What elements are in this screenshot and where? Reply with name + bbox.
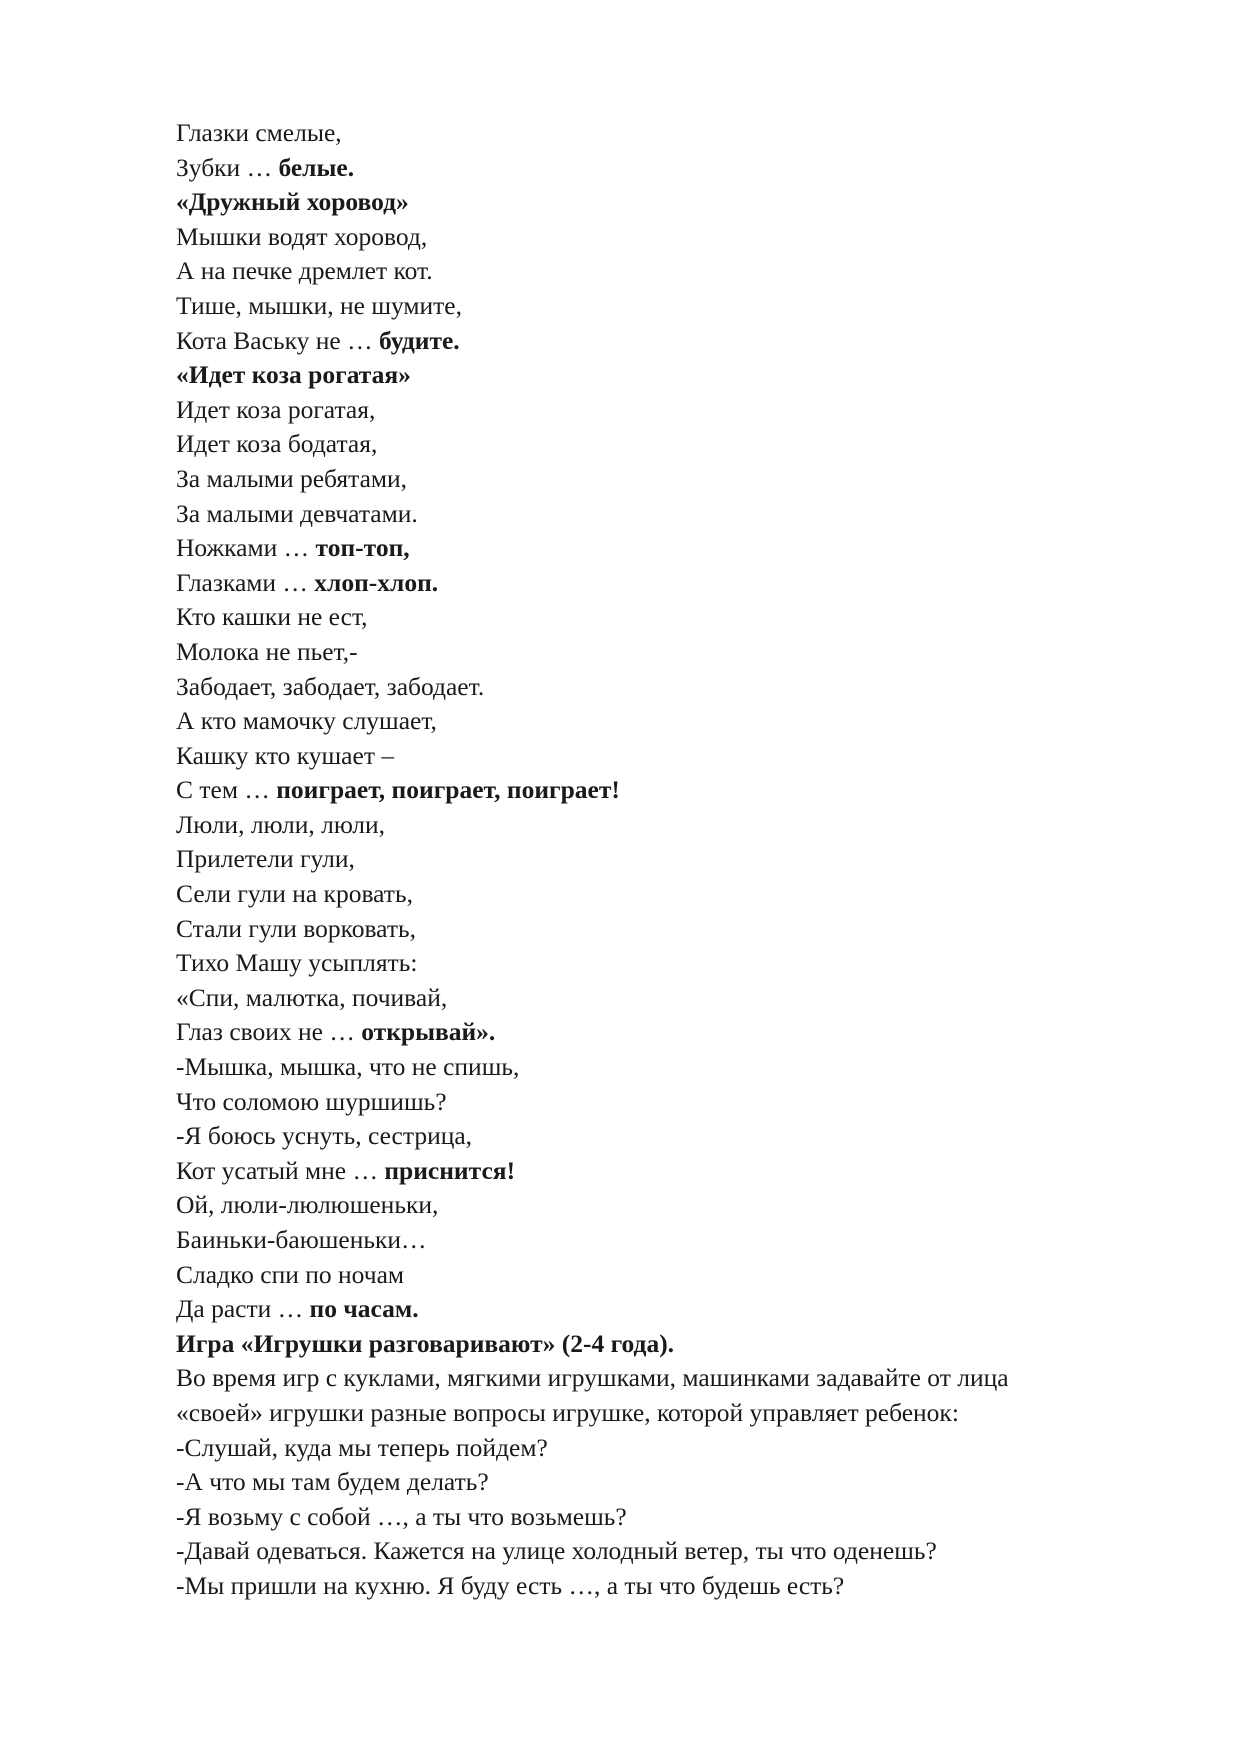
text-line [176, 635, 1136, 670]
line-text: -Мышка, мышка, что не спишь, [176, 1052, 520, 1082]
bold-answer: будите. [378, 325, 460, 355]
line-text: Тише, мышки, не шумите, [176, 290, 462, 320]
line-text: Прилетели гули, [176, 844, 355, 874]
line-text: Молока не пьет,- [176, 636, 358, 666]
line-text: Мышки водят хоровод, [176, 221, 428, 251]
text-line [176, 1361, 1136, 1396]
text-line [176, 808, 1136, 843]
line-text: -Слушай, куда мы теперь пойдем? [176, 1432, 548, 1462]
line-text: А кто мамочку слушает, [176, 706, 437, 736]
text-line [176, 600, 1136, 635]
text-line [176, 1223, 1136, 1258]
text-line [176, 739, 1136, 774]
line-text: Кашку кто кушает – [176, 740, 395, 770]
line-text: Кота Ваську не … [176, 325, 379, 355]
bold-answer: хлоп-хлоп. [314, 567, 439, 597]
line-text: -Я возьму с собой …, а ты что возьмешь? [176, 1501, 627, 1531]
text-line [176, 877, 1136, 912]
text-line [176, 670, 1136, 705]
text-line [176, 566, 1136, 601]
text-line [176, 1258, 1136, 1293]
text-line [176, 324, 1136, 359]
text-line [176, 1050, 1136, 1085]
text-line [176, 151, 1136, 186]
text-line [176, 116, 1136, 151]
line-text: За малыми девчатами. [176, 498, 418, 528]
text-line [176, 1396, 1136, 1431]
text-line [176, 1015, 1136, 1050]
text-line [176, 1119, 1136, 1154]
line-text: -А что мы там будем делать? [176, 1467, 489, 1497]
heading-text: «Идет коза рогатая» [176, 360, 411, 390]
text-line [176, 842, 1136, 877]
line-text: -Мы пришли на кухню. Я буду есть …, а ты что будешь есть? [176, 1570, 845, 1600]
text-line [176, 704, 1136, 739]
text-line [176, 1500, 1136, 1535]
line-text: Идет коза бодатая, [176, 429, 378, 459]
text-line [176, 1188, 1136, 1223]
text-line [176, 981, 1136, 1016]
line-text: Ой, люли-люлюшеньки, [176, 1190, 439, 1220]
text-line [176, 531, 1136, 566]
line-text: Люли, люли, люли, [176, 809, 385, 839]
text-line [176, 1465, 1136, 1500]
line-text: Тихо Машу усыплять: [176, 948, 418, 978]
line-text: Зубки … [176, 152, 279, 182]
section-heading [176, 1327, 1136, 1362]
text-line [176, 220, 1136, 255]
line-text: Баиньки-баюшеньки… [176, 1225, 427, 1254]
document-body [176, 116, 1136, 1604]
text-line [176, 1154, 1136, 1189]
line-text: Да расти … [176, 1294, 310, 1324]
bold-answer: поиграет, поиграет, поиграет! [276, 775, 620, 805]
line-text: Сели гули на кровать, [176, 879, 413, 909]
text-line [176, 1534, 1136, 1569]
text-line [176, 1569, 1136, 1604]
text-line [176, 462, 1136, 497]
text-line [176, 289, 1136, 324]
text-line [176, 946, 1136, 981]
text-line [176, 1292, 1136, 1327]
bold-answer: по часам. [309, 1294, 419, 1324]
line-text: Идет коза рогатая, [176, 394, 376, 424]
text-line [176, 1085, 1136, 1120]
heading-text: «Дружный хоровод» [176, 187, 409, 217]
line-text: «Спи, малютка, почивай, [176, 982, 448, 1012]
text-line [176, 773, 1136, 808]
bold-answer: белые. [278, 152, 355, 182]
line-text: -Я боюсь уснуть, сестрица, [176, 1121, 473, 1151]
text-line [176, 1431, 1136, 1466]
section-heading [176, 358, 1136, 393]
section-heading [176, 185, 1136, 220]
line-text: Кот усатый мне … [176, 1155, 385, 1185]
bold-answer: открывай». [361, 1017, 496, 1047]
text-line [176, 497, 1136, 532]
line-text: Что соломою шуршишь? [176, 1086, 447, 1116]
line-text: Сладко спи по ночам [176, 1259, 405, 1289]
line-text: Глазками … [176, 567, 315, 597]
text-line [176, 912, 1136, 947]
text-line [176, 393, 1136, 428]
line-text: «своей» игрушки разные вопросы игрушке, которой управляет ребенок: [176, 1397, 959, 1427]
line-text: А на печке дремлет кот. [176, 256, 433, 286]
line-text: Кто кашки не ест, [176, 602, 368, 632]
line-text: Во время игр с куклами, мягкими игрушками, машинками задавайте от лица [176, 1363, 1009, 1393]
line-text: Глаз своих не … [176, 1017, 362, 1047]
text-line [176, 427, 1136, 462]
line-text: С тем … [176, 775, 277, 805]
line-text: Глазки смелые, [176, 118, 342, 147]
line-text: За малыми ребятами, [176, 463, 408, 493]
text-line [176, 254, 1136, 289]
bold-answer: топ-топ, [315, 533, 410, 563]
line-text: -Давай одеваться. Кажется на улице холодный ветер, ты что оденешь? [176, 1536, 937, 1566]
bold-answer: приснится! [384, 1155, 516, 1185]
heading-text: Игра «Игрушки разговаривают» (2-4 года). [176, 1328, 675, 1358]
line-text: Ножками … [176, 533, 316, 563]
line-text: Забодает, забодает, забодает. [176, 671, 485, 701]
line-text: Стали гули ворковать, [176, 913, 416, 943]
